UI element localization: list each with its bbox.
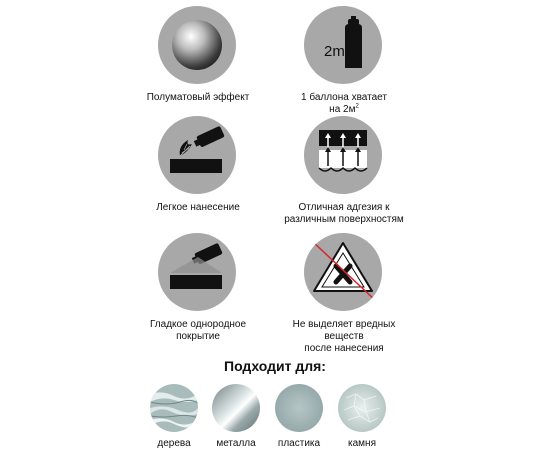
sphere-icon (158, 6, 236, 84)
spray-can-icon (304, 6, 382, 84)
material-label: металла (216, 438, 256, 449)
material-stone (322, 384, 402, 450)
feature-caption: 1 баллона хватает на $2м^2$ (301, 92, 387, 115)
swatch (275, 384, 323, 432)
swatch (338, 384, 386, 432)
material-label: камня (348, 438, 376, 449)
feature-circle (304, 233, 382, 311)
adhesion-icon (304, 116, 382, 194)
plastic-swatch-icon (275, 384, 323, 432)
feature-caption: Гладкое однородное покрытие (149, 319, 247, 342)
feature-circle (158, 116, 236, 194)
feature-circle (158, 6, 236, 84)
feature-circle (304, 6, 382, 84)
light-spray-icon (158, 116, 236, 194)
metal-swatch-icon (212, 384, 260, 432)
area-text: $2m^2$ (324, 42, 350, 60)
no-hazard-icon (304, 233, 382, 311)
swatch (212, 384, 260, 432)
feature-caption: Не выделяет вредных веществ после нанесения (292, 319, 396, 354)
swatch (150, 384, 198, 432)
wood-swatch-icon (150, 384, 198, 432)
material-label: пластика (277, 438, 321, 449)
feature-circle (158, 233, 236, 311)
stone-swatch-icon (338, 384, 386, 432)
suitable-title: Подходит для: (224, 358, 326, 374)
feature-caption: Легкое нанесение (156, 202, 240, 213)
feature-caption: Полуматовый эффект (146, 92, 250, 103)
smooth-coat-icon (158, 233, 236, 311)
feature-caption: Отличная адгезия к различным поверхностям (284, 202, 404, 225)
feature-circle (304, 116, 382, 194)
material-label: дерева (157, 438, 191, 449)
